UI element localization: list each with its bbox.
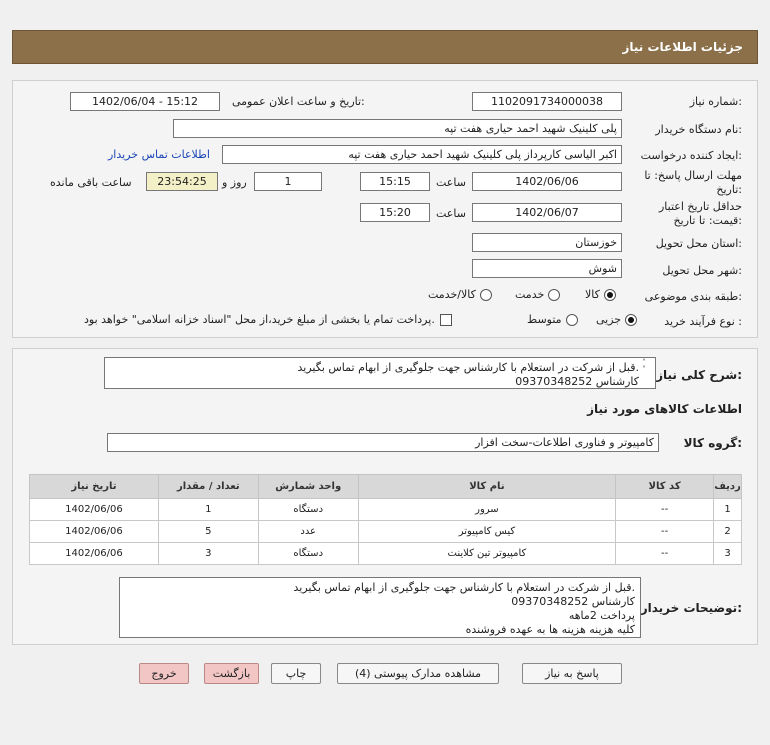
payment-option[interactable] [84, 313, 452, 326]
cell-unit: عدد [258, 521, 358, 543]
payment-checkbox[interactable] [440, 314, 452, 326]
days-field: 1 [254, 172, 322, 191]
description-label: شرح کلی نیاز: [656, 368, 742, 382]
description-line-2: کارشناس 09370348252 [515, 375, 639, 388]
goods-group-label: گروه کالا: [683, 436, 742, 450]
need-number-field: 1102091734000038 [472, 92, 622, 111]
page-header [12, 30, 758, 64]
buyer-note-line: کلیه هزینه هزینه ها به عهده فروشنده [465, 623, 635, 636]
deadline-time-field: 15:15 [360, 172, 430, 191]
category-option-goods[interactable] [585, 288, 616, 301]
cell-date: 1402/06/06 [30, 521, 159, 543]
process-option-medium[interactable] [527, 313, 578, 326]
category-goods-radio[interactable] [604, 289, 616, 301]
buyer-note-line: پرداخت 2ماهه [568, 609, 635, 622]
view-documents-button[interactable]: مشاهده مدارک پیوستی (4) [337, 663, 499, 684]
deadline-date-field: 1402/06/06 [472, 172, 622, 191]
category-goods-text: کالا [585, 288, 600, 301]
buyer-org-label: نام دستگاه خریدار: [655, 123, 742, 136]
remaining-label: ساعت باقی مانده [50, 176, 132, 189]
cell-row: 2 [714, 521, 742, 543]
category-label: طبقه بندی موضوعی: [644, 290, 742, 303]
process-minor-radio[interactable] [625, 314, 637, 326]
col-code: کد کالا [616, 475, 714, 499]
goods-group-field: کامپیوتر و فناوری اطلاعات-سخت افزار [107, 433, 659, 452]
deadline-label: مهلت ارسال پاسخ: تا تاریخ: [644, 169, 742, 196]
table-header-row [30, 475, 742, 499]
cell-row: 3 [714, 543, 742, 565]
col-qty: تعداد / مقدار [158, 475, 258, 499]
cell-code: -- [616, 543, 714, 565]
description-line-1: قبل از شرکت در استعلام با کارشناس جهت جلوگیری از ابهام تماس بگیرید. [297, 361, 639, 374]
remaining-time-field: 23:54:25 [146, 172, 218, 191]
city-label: شهر محل تحویل: [662, 264, 742, 277]
contact-buyer-link[interactable]: اطلاعات تماس خریدار [108, 148, 210, 161]
resize-arrows-icon[interactable]: ˄ ˅ [642, 358, 646, 374]
items-table-wrapper [29, 474, 742, 565]
reply-button[interactable]: پاسخ به نیاز [522, 663, 622, 684]
category-service-text: خدمت [515, 288, 545, 301]
cell-name: کیس کامپیوتر [358, 521, 616, 543]
back-button[interactable]: بازگشت [204, 663, 259, 684]
buyer-note-line: کارشناس 09370348252 [511, 595, 635, 608]
cell-code: -- [616, 499, 714, 521]
province-field: خوزستان [472, 233, 622, 252]
announce-label: تاریخ و ساعت اعلان عمومی: [232, 95, 365, 108]
exit-button[interactable]: خروج [139, 663, 189, 684]
cell-name: سرور [358, 499, 616, 521]
announce-field: 1402/06/04 - 15:12 [70, 92, 220, 111]
process-medium-radio[interactable] [566, 314, 578, 326]
process-medium-text: متوسط [527, 313, 562, 326]
category-option-both[interactable] [428, 288, 492, 301]
buyer-org-field: پلی کلینیک شهید احمد حیاری هفت تپه [173, 119, 622, 138]
payment-note-text: پرداخت تمام یا بخشی از مبلغ خرید،از محل "اسناد خزانه اسلامی" خواهد بود. [84, 313, 435, 326]
buyer-note-line: قبل از شرکت در استعلام با کارشناس جهت جلوگیری از ابهام تماس بگیرید. [293, 581, 635, 594]
category-both-text: کالا/خدمت [428, 288, 476, 301]
print-button[interactable]: چاپ [271, 663, 321, 684]
process-minor-text: جزیی [596, 313, 622, 326]
cell-qty: 5 [158, 521, 258, 543]
category-both-radio[interactable] [480, 289, 492, 301]
items-table [29, 474, 742, 565]
process-option-minor[interactable] [596, 313, 637, 326]
cell-unit: دستگاه [258, 499, 358, 521]
col-date: تاریخ نیاز [30, 475, 159, 499]
cell-qty: 1 [158, 499, 258, 521]
creator-field: اکبر الیاسی کارپرداز پلی کلینیک شهید احمد حیاری هفت تپه [222, 145, 622, 164]
buyer-notes-label: توضیحات خریدار: [640, 601, 742, 615]
page-title: جزئیات اطلاعات نیاز [622, 40, 743, 54]
table-row[interactable] [30, 521, 742, 543]
validity-time-label: ساعت [436, 207, 466, 220]
table-row[interactable] [30, 499, 742, 521]
validity-label: حداقل تاریخ اعتبار قیمت: تا تاریخ: [658, 200, 742, 227]
cell-date: 1402/06/06 [30, 543, 159, 565]
col-name: نام کالا [358, 475, 616, 499]
validity-date-field: 1402/06/07 [472, 203, 622, 222]
days-label: روز و [222, 176, 247, 189]
buyer-notes-box [119, 577, 641, 638]
province-label: استان محل تحویل: [655, 237, 742, 250]
description-box [104, 357, 656, 389]
city-field: شوش [472, 259, 622, 278]
cell-row: 1 [714, 499, 742, 521]
category-service-radio[interactable] [548, 289, 560, 301]
col-unit: واحد شمارش [258, 475, 358, 499]
col-row: ردیف [714, 475, 742, 499]
cell-unit: دستگاه [258, 543, 358, 565]
cell-code: -- [616, 521, 714, 543]
cell-name: کامپیوتر تین کلاینت [358, 543, 616, 565]
goods-section-title: اطلاعات کالاهای مورد نیاز [587, 402, 742, 416]
need-number-label: شماره نیاز: [689, 95, 742, 108]
cell-qty: 3 [158, 543, 258, 565]
process-label: نوع فرآیند خرید : [664, 315, 742, 328]
deadline-time-label: ساعت [436, 176, 466, 189]
creator-label: ایجاد کننده درخواست: [640, 149, 742, 162]
validity-time-field: 15:20 [360, 203, 430, 222]
cell-date: 1402/06/06 [30, 499, 159, 521]
category-option-service[interactable] [515, 288, 560, 301]
table-row[interactable] [30, 543, 742, 565]
